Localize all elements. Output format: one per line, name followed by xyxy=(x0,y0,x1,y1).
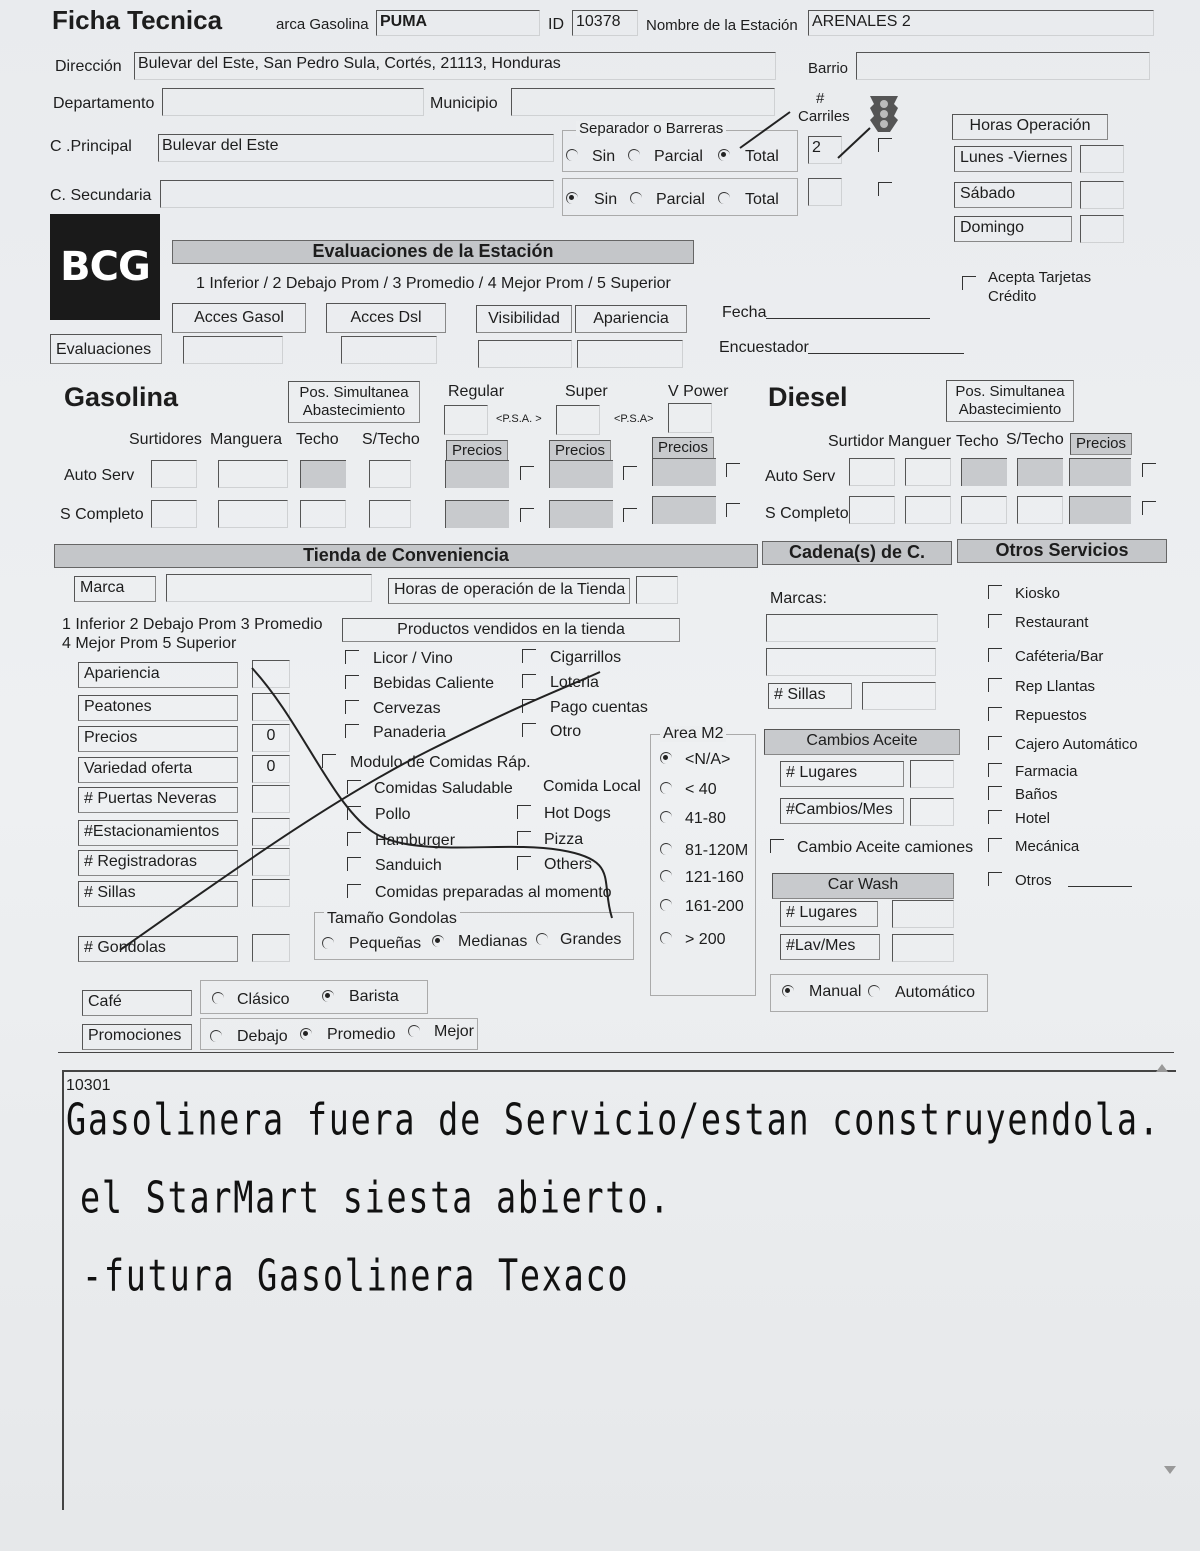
domingo-field[interactable] xyxy=(1080,215,1124,243)
separador-secundaria-total-label: Total xyxy=(745,191,779,208)
separador-secundaria-sin-label: Sin xyxy=(594,191,618,208)
acces-gasol-button[interactable]: Acces Gasol xyxy=(172,303,306,333)
horas-tienda-field[interactable] xyxy=(636,576,678,604)
producto-checkbox[interactable] xyxy=(345,724,359,738)
cadena-marca-field-2[interactable] xyxy=(766,648,936,676)
gondolas-pequenas-label: Pequeñas xyxy=(349,935,422,952)
cafe-clasico-label: Clásico xyxy=(237,991,290,1008)
area-option-label: < 40 xyxy=(685,781,717,798)
producto-checkbox[interactable] xyxy=(345,675,359,689)
sc-surtidores-field[interactable] xyxy=(151,500,197,528)
comida-label: Pizza xyxy=(544,831,584,848)
carriles-checkbox-2[interactable] xyxy=(878,182,892,196)
id-label: ID xyxy=(548,16,564,33)
car-wash-manual-label: Manual xyxy=(809,983,862,1000)
pos-simultanea-text: Pos. Simultanea xyxy=(299,384,409,401)
producto-label: Cigarrillos xyxy=(550,649,622,666)
sabado-field[interactable] xyxy=(1080,181,1124,209)
cadena-marca-field-1[interactable] xyxy=(766,614,938,642)
otros-servicio-label: Baños xyxy=(1015,786,1058,803)
diesel-abastecimiento-text: Abastecimiento xyxy=(958,401,1062,418)
sc-s-techo-field[interactable] xyxy=(369,500,411,528)
producto-label: Bebidas Caliente xyxy=(373,675,494,692)
cambios-lugares-button[interactable]: # Lugares xyxy=(780,761,904,787)
evaluaciones-header: Evaluaciones de la Estación xyxy=(172,240,694,264)
abastecimiento-text: Abastecimiento xyxy=(302,402,406,419)
tienda-escala-2: 4 Mejor Prom 5 Superior xyxy=(62,635,237,652)
as-vpower-precio[interactable] xyxy=(652,458,716,486)
otros-servicio-label: Restaurant xyxy=(1015,614,1089,631)
tienda-eval-field[interactable] xyxy=(252,818,290,846)
tienda-eval-field[interactable]: 0 xyxy=(252,724,290,752)
cafe-button[interactable]: Café xyxy=(82,990,192,1016)
area-option-label: > 200 xyxy=(685,931,726,948)
diesel-auto-serv-label: Auto Serv xyxy=(765,468,836,485)
marca-gasolina-field[interactable]: PUMA xyxy=(376,10,540,36)
cambio-aceite-camiones-label: Cambio Aceite camiones xyxy=(797,839,974,856)
diesel-pos-simultanea[interactable] xyxy=(946,380,1074,422)
cadena-header: Cadena(s) de C. xyxy=(762,541,952,565)
diesel-sc-techo[interactable] xyxy=(961,496,1007,524)
otros-servicio-label: Repuestos xyxy=(1015,707,1087,724)
sc-regular-precio[interactable] xyxy=(445,500,509,528)
notes-line-1: Gasolinera fuera de Servicio/estan construyendola. xyxy=(66,1094,1161,1145)
carriles-checkbox-1[interactable] xyxy=(878,138,892,152)
acepta-tarjetas-label: Acepta Tarjetas xyxy=(988,269,1092,286)
acepta-tarjetas-checkbox[interactable] xyxy=(962,276,976,290)
vpower-field[interactable] xyxy=(668,403,712,433)
tienda-eval-field[interactable] xyxy=(252,934,290,962)
otros-servicio-checkbox[interactable] xyxy=(988,585,1002,599)
modulo-comidas-checkbox[interactable] xyxy=(322,754,336,768)
surtidor-label: Surtidor xyxy=(828,433,885,450)
cambios-mes-field[interactable] xyxy=(910,798,954,826)
otros-servicios-header: Otros Servicios xyxy=(957,539,1167,563)
cafe-barista-label: Barista xyxy=(349,988,399,1005)
as-surtidores-field[interactable] xyxy=(151,460,197,488)
tienda-eval-label: Peatones xyxy=(78,695,238,721)
visibilidad-button[interactable]: Visibilidad xyxy=(476,305,572,333)
tienda-eval-field[interactable] xyxy=(252,785,290,813)
direccion-label: Dirección xyxy=(55,58,122,75)
gondolas-medianas-label: Medianas xyxy=(458,933,528,950)
comida-label: Pollo xyxy=(375,806,411,823)
comida-local-label: Comida Local xyxy=(543,778,641,795)
otros-servicio-label: Hotel xyxy=(1015,810,1051,827)
cadena-sillas-button[interactable]: # Sillas xyxy=(768,683,852,709)
cambios-lugares-field[interactable] xyxy=(910,760,954,788)
gasolina-title: Gasolina xyxy=(64,382,179,412)
precios-diesel-btn[interactable]: Precios xyxy=(1070,433,1132,455)
otros-servicio-label: Cajero Automático xyxy=(1015,736,1138,753)
municipio-field[interactable] xyxy=(511,88,775,116)
diesel-s-completo-label: S Completo xyxy=(765,505,849,522)
modulo-comidas-label: Modulo de Comidas Ráp. xyxy=(350,754,531,771)
otros-servicio-label: Caféteria/Bar xyxy=(1015,648,1104,665)
comidas-saludable-checkbox[interactable] xyxy=(347,780,361,794)
gondolas-grandes-label: Grandes xyxy=(560,931,622,948)
as-super-checkbox[interactable] xyxy=(623,466,637,480)
regular-field[interactable] xyxy=(444,405,488,435)
car-wash-header: Car Wash xyxy=(772,873,954,899)
carriles-label: Carriles xyxy=(798,108,850,125)
tienda-eval-field[interactable]: 0 xyxy=(252,755,290,783)
separador-principal-sin-radio[interactable] xyxy=(566,149,578,161)
visibilidad-field[interactable] xyxy=(478,340,572,368)
fecha-line[interactable] xyxy=(766,318,930,319)
area-option-label: 121-160 xyxy=(685,869,744,886)
otros-servicio-checkbox[interactable] xyxy=(988,614,1002,628)
domingo-label: Domingo xyxy=(954,216,1072,242)
tienda-eval-label: Variedad oferta xyxy=(78,757,238,783)
comida-label: Others xyxy=(544,856,593,873)
as-techo-field[interactable] xyxy=(300,460,346,488)
producto-label: Loteria xyxy=(550,674,599,691)
separador-principal-total-radio[interactable] xyxy=(718,149,730,161)
departamento-label: Departamento xyxy=(53,95,155,112)
c-principal-label: C .Principal xyxy=(50,138,132,155)
sc-vpower-checkbox[interactable] xyxy=(726,503,740,517)
tienda-escala-1: 1 Inferior 2 Debajo Prom 3 Promedio xyxy=(62,616,323,633)
cambios-mes-button[interactable]: #Cambios/Mes xyxy=(780,798,904,824)
otros-servicio-checkbox[interactable] xyxy=(988,763,1002,777)
tienda-header: Tienda de Conveniencia xyxy=(54,544,758,568)
otros-servicio-checkbox[interactable] xyxy=(988,678,1002,692)
as-vpower-checkbox[interactable] xyxy=(726,463,740,477)
tienda-eval-label: # Sillas xyxy=(78,881,238,907)
producto-label: Pago cuentas xyxy=(550,699,648,716)
marca-tienda-field[interactable] xyxy=(166,574,372,602)
diesel-sc-manguer[interactable] xyxy=(905,496,951,524)
horas-tienda-button[interactable]: Horas de operación de la Tienda xyxy=(388,578,630,604)
tienda-eval-field[interactable] xyxy=(252,848,290,876)
lav-mes-field[interactable] xyxy=(892,934,954,962)
gasolina-pos-simultanea[interactable] xyxy=(288,381,420,423)
promo-debajo-label: Debajo xyxy=(237,1028,288,1045)
promo-debajo-radio[interactable] xyxy=(210,1030,222,1042)
as-manguera-field[interactable] xyxy=(218,460,288,488)
promo-mejor-radio[interactable] xyxy=(408,1025,420,1037)
s-completo-label: S Completo xyxy=(60,506,144,523)
manguer-label: Manguer xyxy=(888,433,952,450)
sc-manguera-field[interactable] xyxy=(218,500,288,528)
techo-label: Techo xyxy=(296,431,339,448)
vpower-label: V Power xyxy=(668,383,729,400)
producto-checkbox[interactable] xyxy=(522,723,536,737)
carriles-field-2[interactable] xyxy=(808,178,842,206)
comida-label: Comidas preparadas al momento xyxy=(375,884,612,901)
comida-label: Hot Dogs xyxy=(544,805,611,822)
acces-gasol-field[interactable] xyxy=(183,336,283,364)
otros-servicio-checkbox[interactable] xyxy=(988,810,1002,824)
separador-secundaria-total-radio[interactable] xyxy=(718,192,730,204)
cambio-aceite-camiones-checkbox[interactable] xyxy=(770,839,784,853)
area-radio[interactable] xyxy=(660,870,672,882)
sc-super-precio[interactable] xyxy=(549,500,613,528)
diesel-as-manguer[interactable] xyxy=(905,458,951,486)
tienda-eval-label: # Gondolas xyxy=(78,936,238,962)
otros-servicio-checkbox[interactable] xyxy=(988,786,1002,800)
area-option-label: 161-200 xyxy=(685,898,744,915)
producto-checkbox[interactable] xyxy=(522,699,536,713)
area-option-label: 41-80 xyxy=(685,810,726,827)
diesel-as-checkbox[interactable] xyxy=(1142,463,1156,477)
tienda-eval-label: # Registradoras xyxy=(78,850,238,876)
producto-label: Licor / Vino xyxy=(373,650,453,667)
tienda-eval-label: Apariencia xyxy=(78,662,238,688)
area-m2-label: Area M2 xyxy=(660,726,726,742)
separador-secundaria-sin-radio[interactable] xyxy=(566,192,578,204)
direccion-field[interactable]: Bulevar del Este, San Pedro Sula, Cortés, 21113, Honduras xyxy=(134,52,776,80)
lunes-viernes-label: Lunes -Viernes xyxy=(954,146,1072,172)
otros-servicio-checkbox[interactable] xyxy=(988,707,1002,721)
diesel-as-surtidor[interactable] xyxy=(849,458,895,486)
tienda-eval-label: # Puertas Neveras xyxy=(78,787,238,813)
otros-servicio-label: Mecánica xyxy=(1015,838,1080,855)
tienda-eval-field[interactable] xyxy=(252,879,290,907)
promociones-button[interactable]: Promociones xyxy=(82,1024,192,1050)
car-wash-automatico-label: Automático xyxy=(895,984,976,1001)
area-radio[interactable] xyxy=(660,899,672,911)
diesel-as-precio[interactable] xyxy=(1069,458,1131,486)
separador-principal-total-label: Total xyxy=(745,148,779,165)
sc-super-checkbox[interactable] xyxy=(623,508,637,522)
producto-label: Otro xyxy=(550,723,582,740)
manguera-label: Manguera xyxy=(210,431,283,448)
encuestador-line[interactable] xyxy=(808,353,964,354)
otros-line[interactable] xyxy=(1068,886,1132,887)
precios-vpower-btn[interactable]: Precios xyxy=(652,437,714,459)
area-option-label: 81-120M xyxy=(685,842,749,859)
super-field[interactable] xyxy=(556,405,600,435)
diesel-sc-s-techo[interactable] xyxy=(1017,496,1063,524)
credito-label: Crédito xyxy=(988,288,1037,305)
area-radio[interactable] xyxy=(660,932,672,944)
gondolas-label: Tamaño Gondolas xyxy=(324,911,460,927)
diesel-as-techo[interactable] xyxy=(961,458,1007,486)
diesel-title: Diesel xyxy=(768,382,848,412)
horas-operacion-button[interactable]: Horas Operación xyxy=(952,114,1108,140)
scroll-up-icon[interactable] xyxy=(1156,1064,1168,1072)
producto-checkbox[interactable] xyxy=(345,650,359,664)
diesel-as-s-techo[interactable] xyxy=(1017,458,1063,486)
apariencia-field[interactable] xyxy=(577,340,683,368)
tienda-eval-label: #Estacionamientos xyxy=(78,820,238,846)
evaluaciones-button[interactable]: Evaluaciones xyxy=(50,334,162,364)
comida-label: Sanduich xyxy=(375,857,442,874)
notes-id: 10301 xyxy=(66,1077,111,1094)
diesel-sc-surtidor[interactable] xyxy=(849,496,895,524)
notes-separator xyxy=(58,1052,1174,1053)
tienda-eval-field[interactable] xyxy=(252,660,290,688)
cambios-aceite-header: Cambios Aceite xyxy=(764,729,960,755)
area-radio[interactable] xyxy=(660,843,672,855)
super-label: Super xyxy=(565,383,608,400)
promo-mejor-label: Mejor xyxy=(434,1023,475,1040)
otros-servicio-checkbox[interactable] xyxy=(988,736,1002,750)
diesel-s-techo-label: S/Techo xyxy=(1006,431,1064,448)
as-super-precio[interactable] xyxy=(549,460,613,488)
cadena-sillas-field[interactable] xyxy=(862,682,936,710)
diesel-pos-simultanea-text: Pos. Simultanea xyxy=(955,383,1065,400)
separador-secundaria-parcial-label: Parcial xyxy=(656,191,705,208)
separador-principal-parcial-label: Parcial xyxy=(654,148,703,165)
auto-serv-label: Auto Serv xyxy=(64,467,135,484)
producto-label: Cervezas xyxy=(373,700,441,717)
otros-servicio-label: Kiosko xyxy=(1015,585,1061,602)
precios-regular-btn[interactable]: Precios xyxy=(446,440,508,462)
encuestador-label: Encuestador xyxy=(719,339,809,356)
lunes-viernes-field[interactable] xyxy=(1080,145,1124,173)
surtidores-label: Surtidores xyxy=(129,431,202,448)
separador-label: Separador o Barreras xyxy=(576,121,726,136)
gondolas-pequenas-radio[interactable] xyxy=(322,937,334,949)
comida-checkbox[interactable] xyxy=(347,806,361,820)
tienda-eval-field[interactable] xyxy=(252,693,290,721)
sc-vpower-precio[interactable] xyxy=(652,496,716,524)
apariencia-button[interactable]: Apariencia xyxy=(575,305,687,333)
comida-label: Hamburger xyxy=(375,832,456,849)
psa-2: <P.S.A> xyxy=(614,413,654,425)
gondolas-medianas-radio[interactable] xyxy=(432,935,444,947)
otros-servicio-label: Otros xyxy=(1015,872,1052,889)
promo-promedio-label: Promedio xyxy=(327,1026,396,1043)
car-wash-lugares-button[interactable]: # Lugares xyxy=(780,901,878,927)
cafe-clasico-radio[interactable] xyxy=(212,992,224,1004)
marca-tienda-button[interactable]: Marca xyxy=(74,576,156,602)
otros-servicio-label: Rep Llantas xyxy=(1015,678,1096,695)
producto-checkbox[interactable] xyxy=(522,674,536,688)
otros-servicio-checkbox[interactable] xyxy=(988,872,1002,886)
marcas-label: Marcas: xyxy=(770,590,827,607)
car-wash-lugares-field[interactable] xyxy=(892,900,954,928)
separador-principal-sin-label: Sin xyxy=(592,148,616,165)
traffic-light-icon xyxy=(866,94,902,134)
sabado-label: Sábado xyxy=(954,182,1072,208)
marca-gasolina-label: arca Gasolina xyxy=(276,16,369,33)
comida-checkbox[interactable] xyxy=(347,832,361,846)
separador-secundaria-parcial-radio[interactable] xyxy=(630,192,642,204)
producto-label: Panaderia xyxy=(373,724,446,741)
sc-techo-field[interactable] xyxy=(300,500,346,528)
c-principal-field[interactable]: Bulevar del Este xyxy=(158,134,554,162)
diesel-techo-label: Techo xyxy=(956,433,999,450)
productos-header: Productos vendidos en la tienda xyxy=(342,618,680,642)
notes-line-3: -futura Gasolinera Texaco xyxy=(82,1250,630,1301)
barrio-label: Barrio xyxy=(808,60,849,77)
car-wash-manual-radio[interactable] xyxy=(782,985,794,997)
bcg-logo: BCG xyxy=(50,214,160,320)
barrio-field[interactable] xyxy=(856,52,1150,80)
s-techo-label: S/Techo xyxy=(362,431,420,448)
car-wash-automatico-radio[interactable] xyxy=(868,985,880,997)
precios-super-btn[interactable]: Precios xyxy=(549,440,611,462)
c-secundaria-field[interactable] xyxy=(160,180,554,208)
diesel-sc-checkbox[interactable] xyxy=(1142,501,1156,515)
as-s-techo-field[interactable] xyxy=(369,460,411,488)
area-radio[interactable] xyxy=(660,752,672,764)
id-field[interactable]: 10378 xyxy=(572,10,638,36)
departamento-field[interactable] xyxy=(162,88,424,116)
comida-checkbox[interactable] xyxy=(517,805,531,819)
carriles-hash: # xyxy=(816,90,825,107)
lav-mes-button[interactable]: #Lav/Mes xyxy=(780,934,880,960)
comida-checkbox[interactable] xyxy=(347,857,361,871)
psa-1: <P.S.A. > xyxy=(496,413,542,425)
as-regular-precio[interactable] xyxy=(445,460,509,488)
producto-checkbox[interactable] xyxy=(345,700,359,714)
fecha-label: Fecha xyxy=(722,304,767,321)
promo-promedio-radio[interactable] xyxy=(300,1028,312,1040)
acces-dsl-button[interactable]: Acces Dsl xyxy=(326,303,446,333)
area-radio[interactable] xyxy=(660,811,672,823)
gondolas-grandes-radio[interactable] xyxy=(536,933,548,945)
nombre-estacion-field[interactable]: ARENALES 2 xyxy=(808,10,1154,36)
otros-servicio-checkbox[interactable] xyxy=(988,838,1002,852)
nombre-estacion-label: Nombre de la Estación xyxy=(646,17,798,34)
comida-checkbox[interactable] xyxy=(347,884,361,898)
as-regular-checkbox[interactable] xyxy=(520,466,534,480)
municipio-label: Municipio xyxy=(430,95,498,112)
c-secundaria-label: C. Secundaria xyxy=(50,187,152,204)
area-radio[interactable] xyxy=(660,782,672,794)
otros-servicio-checkbox[interactable] xyxy=(988,648,1002,662)
area-m2-group xyxy=(650,734,756,996)
scroll-down-icon[interactable] xyxy=(1164,1466,1176,1474)
area-option-label: <N/A> xyxy=(685,751,731,768)
comida-checkbox[interactable] xyxy=(517,831,531,845)
regular-label: Regular xyxy=(448,383,505,400)
comidas-saludable-label: Comidas Saludable xyxy=(374,780,513,797)
otros-servicio-label: Farmacia xyxy=(1015,763,1078,780)
diesel-sc-precio[interactable] xyxy=(1069,496,1131,524)
acces-dsl-field[interactable] xyxy=(341,336,437,364)
sc-regular-checkbox[interactable] xyxy=(520,508,534,522)
producto-checkbox[interactable] xyxy=(522,649,536,663)
notes-line-2: el StarMart siesta abierto. xyxy=(80,1172,672,1223)
separador-principal-parcial-radio[interactable] xyxy=(628,149,640,161)
tienda-eval-label: Precios xyxy=(78,726,238,752)
comida-checkbox[interactable] xyxy=(517,856,531,870)
carriles-field[interactable]: 2 xyxy=(808,136,842,164)
form-title: Ficha Tecnica xyxy=(52,5,223,35)
cafe-barista-radio[interactable] xyxy=(322,990,334,1002)
escala-evaluacion: 1 Inferior / 2 Debajo Prom / 3 Promedio / 4 Mejor Prom / 5 Superior xyxy=(196,275,671,292)
